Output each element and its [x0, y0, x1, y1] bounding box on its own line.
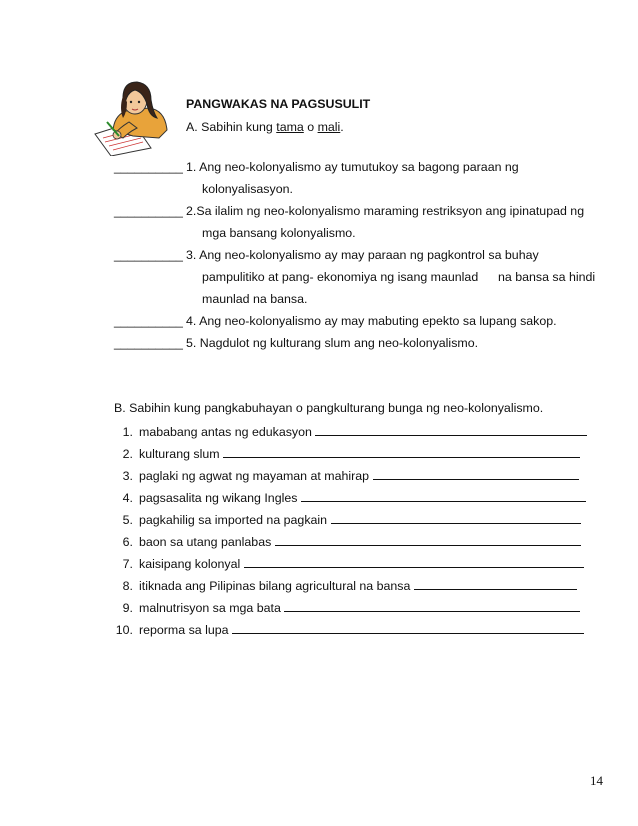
- instruction-a: [186, 120, 344, 134]
- item-text: paglaki ng agwat ng mayaman at mahirap: [139, 469, 370, 483]
- item-number: 8.: [122, 579, 133, 593]
- item-text: kaisipang kolonyal: [139, 557, 241, 571]
- item-number: 10.: [115, 623, 133, 637]
- item-text: pagsasalita ng wikang Ingles: [139, 491, 298, 505]
- item-number: 9.: [122, 601, 133, 615]
- item-text: reporma sa lupa: [139, 623, 229, 637]
- statement-3: 3. Ang neo-kolonyalismo ay may paraan ng pagkontrol sa buhay: [186, 248, 539, 262]
- answer-line: [301, 490, 586, 502]
- list-item: [114, 578, 577, 593]
- statement-3-cont: pampulitiko at pang- ekonomiya ng isang maunlad: [202, 270, 479, 284]
- list-item: [114, 468, 579, 483]
- answer-line: [331, 512, 581, 524]
- word-tama: tama: [276, 120, 304, 134]
- statement-4: 4. Ang neo-kolonyalismo ay may mabuting epekto sa lupang sakop.: [186, 314, 557, 328]
- instruction-a-middle: o: [303, 120, 318, 134]
- item-number: 3.: [122, 469, 133, 483]
- statement-2-cont: mga bansang kolonyalismo.: [202, 226, 356, 240]
- list-item: [114, 512, 581, 527]
- item-text: itiknada ang Pilipinas bilang agricultural na bansa: [139, 579, 411, 593]
- quiz-title: PANGWAKAS NA PAGSUSULIT: [186, 97, 371, 111]
- answer-line: [275, 534, 581, 546]
- item-text: baon sa utang panlabas: [139, 535, 272, 549]
- item-number: 6.: [122, 535, 133, 549]
- page-number: 14: [590, 773, 603, 788]
- statement-3-cont-b: na bansa sa hindi: [498, 270, 596, 284]
- answer-line: [373, 468, 579, 480]
- item-text: mababang antas ng edukasyon: [139, 425, 312, 439]
- word-mali: mali: [317, 120, 341, 134]
- item-number: 5.: [122, 513, 133, 527]
- item-number: 4.: [122, 491, 133, 505]
- item-text: malnutrisyon sa mga bata: [139, 601, 281, 615]
- student-writing-illustration: [93, 78, 181, 156]
- list-item: [114, 556, 584, 571]
- item-number: 7.: [122, 557, 133, 571]
- statement-1: 1. Ang neo-kolonyalismo ay tumutukoy sa bagong paraan ng: [186, 160, 519, 174]
- instruction-a-prefix: A. Sabihin kung: [186, 120, 277, 134]
- list-item: [114, 446, 580, 461]
- list-item: [114, 622, 584, 637]
- answer-blank: __________: [114, 160, 183, 174]
- answer-line: [315, 424, 587, 436]
- answer-line: [232, 622, 584, 634]
- statement-1-cont: kolonyalisasyon.: [202, 182, 293, 196]
- item-number: 2.: [122, 447, 133, 461]
- item-text: pagkahilig sa imported na pagkain: [139, 513, 328, 527]
- list-item: [114, 490, 586, 505]
- statement-3-cont-2: maunlad na bansa.: [202, 292, 308, 306]
- answer-blank: __________: [114, 204, 183, 218]
- instruction-a-suffix: .: [340, 120, 344, 134]
- item-number: 1.: [122, 425, 133, 439]
- item-text: kulturang slum: [139, 447, 220, 461]
- answer-blank: __________: [114, 248, 183, 262]
- instruction-b: B. Sabihin kung pangkabuhayan o pangkulturang bunga ng neo-kolonyalismo.: [114, 401, 544, 415]
- answer-line: [244, 556, 584, 568]
- answer-line: [223, 446, 580, 458]
- answer-blank: __________: [114, 314, 183, 328]
- list-item: [114, 600, 580, 615]
- answer-line: [414, 578, 577, 590]
- list-item: [114, 424, 587, 439]
- statement-5: 5. Nagdulot ng kulturang slum ang neo-kolonyalismo.: [186, 336, 479, 350]
- statement-2: 2.Sa ilalim ng neo-kolonyalismo maraming restriksyon ang ipinatupad ng: [186, 204, 585, 218]
- answer-line: [284, 600, 580, 612]
- list-item: [114, 534, 581, 549]
- answer-blank: __________: [114, 336, 183, 350]
